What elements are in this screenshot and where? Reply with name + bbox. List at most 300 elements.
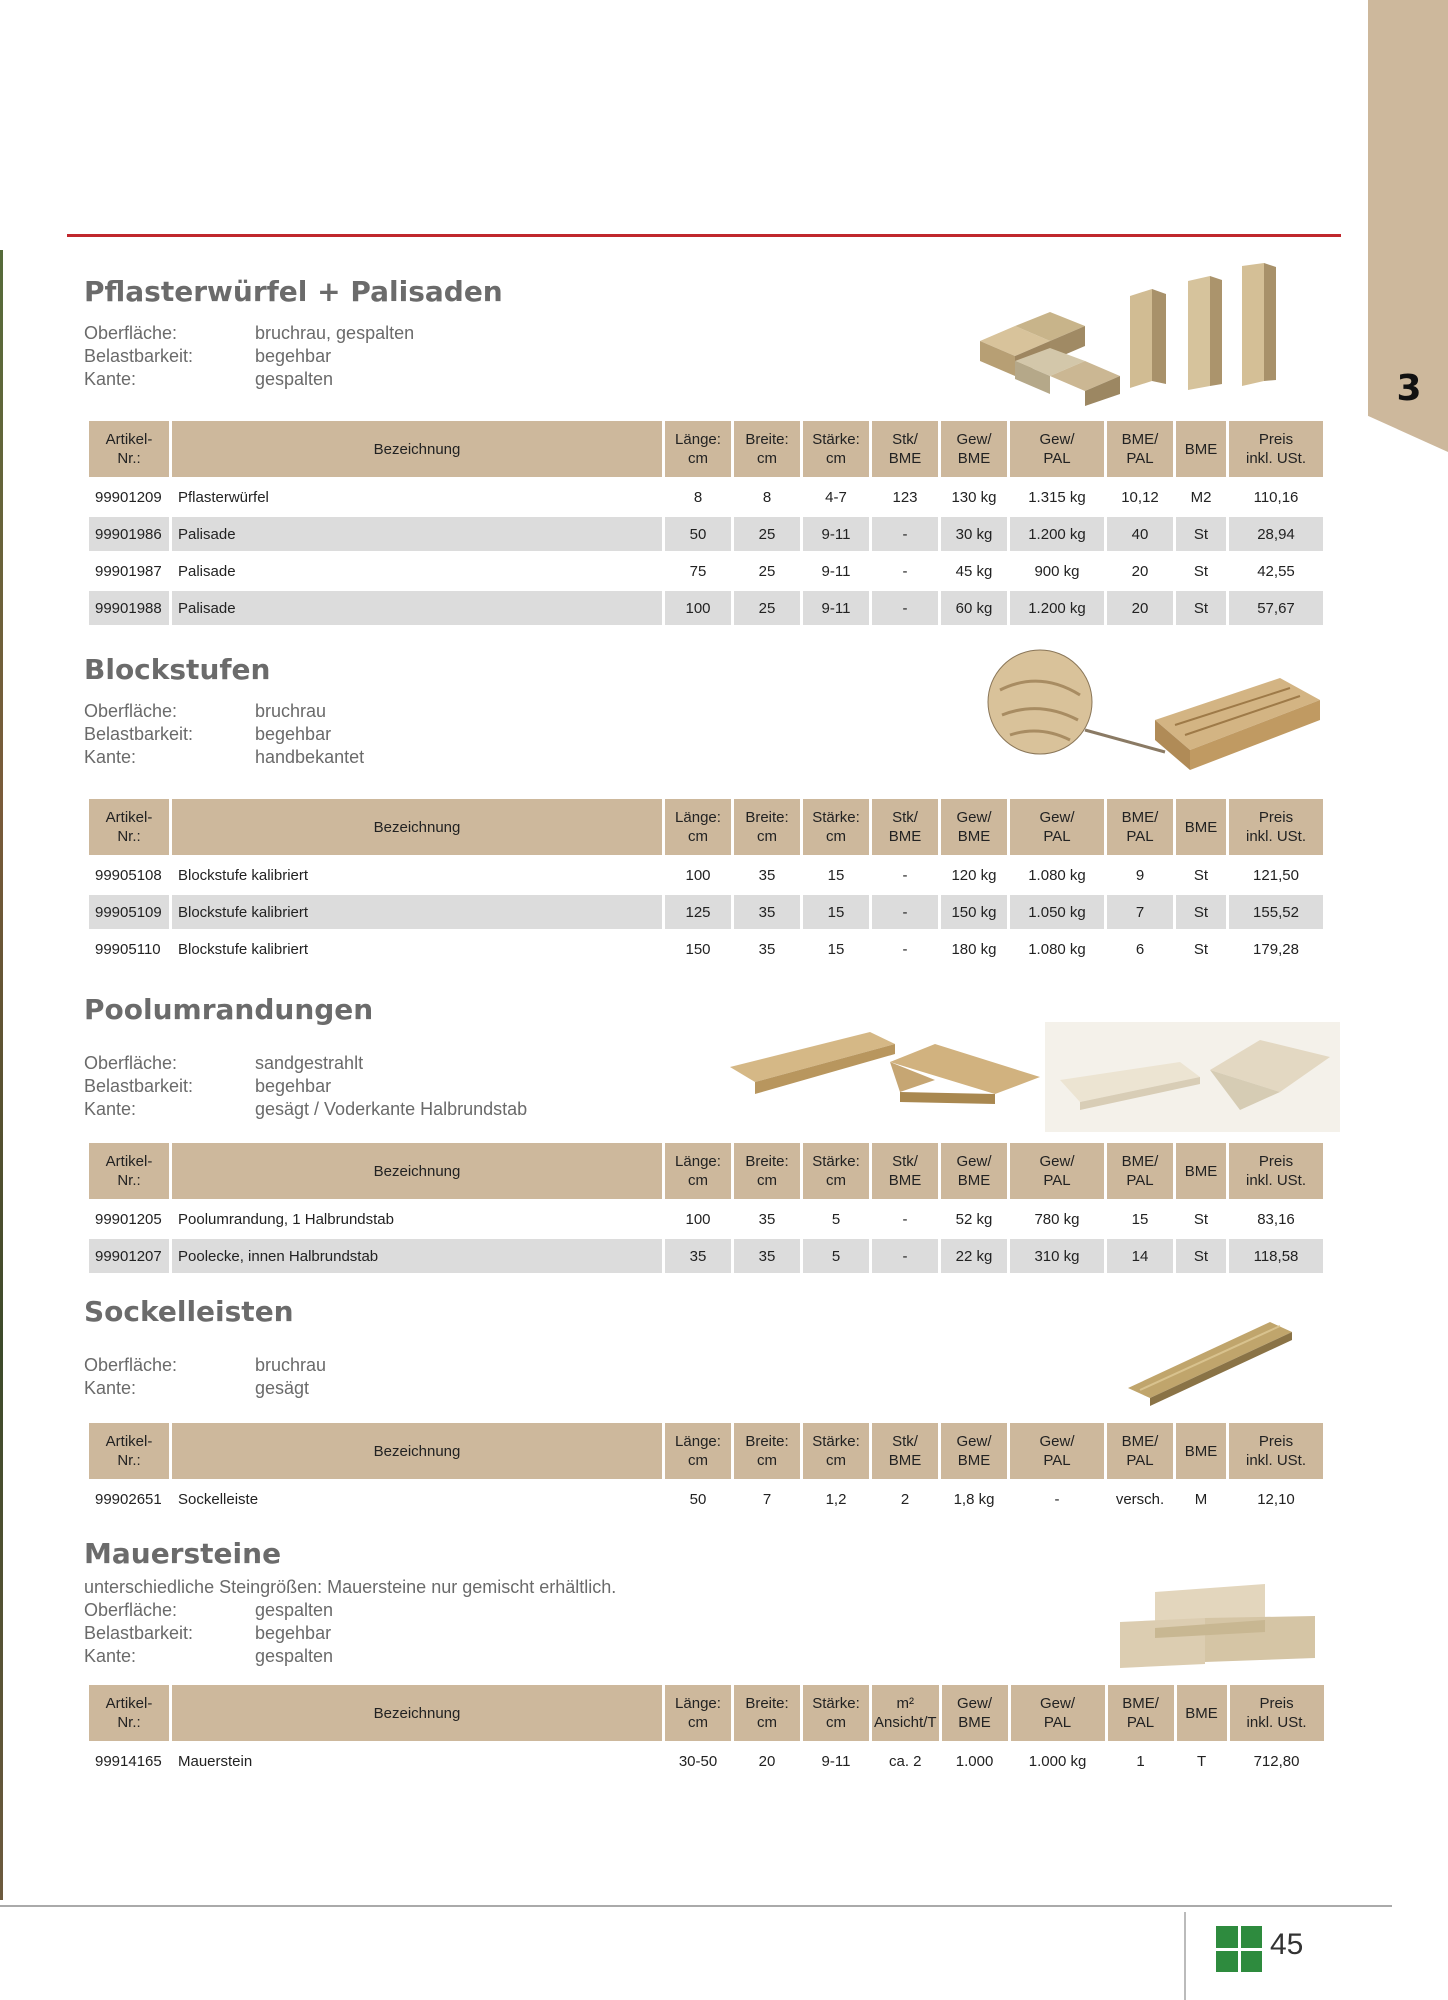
- table-row: [89, 895, 1323, 929]
- table-cell: -: [902, 940, 908, 958]
- table-cell: St: [1176, 1239, 1226, 1273]
- prop-label: Belastbarkeit:: [84, 1623, 194, 1643]
- left-edge-strip: [0, 250, 3, 1900]
- header-line: cm: [826, 450, 846, 467]
- table-cell: -: [902, 866, 908, 884]
- header-line: BME: [888, 1172, 922, 1189]
- header-line: Gew/: [1039, 1153, 1075, 1170]
- prop-label: Oberfläche:: [84, 1053, 178, 1073]
- table-row: [89, 1482, 1323, 1516]
- header-line: Stk/: [892, 1433, 918, 1450]
- column-header: [89, 421, 169, 477]
- header-line: Stk/: [892, 1153, 918, 1170]
- column-header: [942, 1685, 1008, 1741]
- table-cell: 9-11: [821, 1752, 851, 1770]
- header-line: Gew/: [956, 809, 992, 826]
- table-row: [89, 1744, 1324, 1778]
- header-line: Länge:: [675, 809, 721, 826]
- header-line: PAL: [1043, 828, 1071, 845]
- prop-label: Kante:: [84, 369, 137, 389]
- header-line: inkl. USt.: [1246, 1714, 1307, 1731]
- header-line: BME: [957, 828, 991, 845]
- table-cell: 1.000: [955, 1752, 994, 1770]
- column-header: Bezeichnung: [172, 1143, 662, 1199]
- header-line: Gew/: [1040, 1695, 1076, 1712]
- header-line: PAL: [1043, 1172, 1071, 1189]
- table-cell: 8: [762, 488, 772, 506]
- prop-value: bruchrau, gespalten: [255, 323, 415, 343]
- table-row: [89, 554, 1323, 588]
- header-line: cm: [826, 1452, 846, 1469]
- column-header: Bezeichnung: [172, 1685, 662, 1741]
- column-header: BME: [1176, 1423, 1226, 1479]
- prop-label: Belastbarkeit:: [84, 724, 194, 744]
- table-cell: Pflasterwürfel: [178, 488, 269, 506]
- table-cell: 179,28: [1253, 940, 1299, 958]
- header-line: BME/: [1121, 431, 1159, 448]
- table-row: [89, 1239, 1323, 1273]
- header-line: inkl. USt.: [1245, 1172, 1306, 1189]
- column-header: [665, 1143, 731, 1199]
- prop-value: gesägt / Voderkante Halbrundstab: [255, 1099, 528, 1119]
- header-line: PAL: [1043, 1714, 1072, 1731]
- table-cell: 5: [803, 1239, 869, 1273]
- mauersteine-image: [1115, 1572, 1325, 1672]
- table-cell: 25: [734, 591, 800, 625]
- prop-label: Belastbarkeit:: [84, 1076, 194, 1096]
- column-header: [803, 1423, 869, 1479]
- header-line: Nr.:: [117, 1714, 141, 1731]
- column-header: [734, 421, 800, 477]
- table-cell: 310 kg: [1010, 1239, 1104, 1273]
- table-cell: 28,94: [1229, 517, 1323, 551]
- table-cell: 9-11: [803, 591, 869, 625]
- prop-value: bruchrau: [255, 701, 327, 721]
- column-header: [1230, 1685, 1324, 1741]
- table-cell: 99901205: [95, 1210, 162, 1228]
- header-line: BME: [957, 1452, 991, 1469]
- header-line: BME/: [1121, 809, 1159, 826]
- header-line: PAL: [1043, 1452, 1071, 1469]
- column-header: [941, 1423, 1007, 1479]
- header-line: inkl. USt.: [1245, 828, 1306, 845]
- table-cell: T: [1196, 1752, 1207, 1770]
- header-line: cm: [688, 828, 708, 845]
- table-cell: 35: [758, 1210, 776, 1228]
- column-header: BME: [1176, 421, 1226, 477]
- column-header: [941, 421, 1007, 477]
- column-header: [1010, 1143, 1104, 1199]
- header-line: BME: [888, 450, 922, 467]
- table-cell: 99914165: [95, 1752, 162, 1770]
- table-cell: 99901986: [89, 517, 169, 551]
- table-header-row: [89, 1423, 1323, 1479]
- table-cell: 120 kg: [951, 866, 997, 884]
- column-header: [1107, 799, 1173, 855]
- prop-value: gespalten: [255, 1600, 334, 1620]
- table-cell: 60 kg: [941, 591, 1007, 625]
- header-line: Ansicht/T: [874, 1714, 937, 1731]
- table-cell: 9-11: [803, 517, 869, 551]
- header-line: PAL: [1126, 828, 1154, 845]
- section-title: Sockelleisten: [84, 1295, 294, 1328]
- column-header: [734, 1685, 800, 1741]
- header-line: Breite:: [745, 1433, 789, 1450]
- header-line: cm: [757, 828, 777, 845]
- table-cell: -: [1054, 1490, 1060, 1508]
- table-cell: 1.080 kg: [1028, 940, 1086, 958]
- table-cell: 52 kg: [955, 1210, 993, 1228]
- column-header: Bezeichnung: [172, 421, 662, 477]
- header-line: cm: [688, 1714, 708, 1731]
- column-header: [1229, 1143, 1323, 1199]
- table-cell: 130 kg: [951, 488, 997, 506]
- table-cell: ca. 2: [889, 1752, 922, 1770]
- header-line: Gew/: [956, 1153, 992, 1170]
- header-line: BME/: [1121, 1433, 1159, 1450]
- header-line: Gew/: [1039, 1433, 1075, 1450]
- table-cell: 20: [1107, 591, 1173, 625]
- page-number: 45: [1270, 1928, 1304, 1961]
- table-header-row: [89, 421, 1323, 477]
- prop-label: Oberfläche:: [84, 1600, 178, 1620]
- column-header: Bezeichnung: [172, 799, 662, 855]
- table-cell: 118,58: [1229, 1239, 1323, 1273]
- column-header: [941, 799, 1007, 855]
- header-line: Gew/: [956, 431, 992, 448]
- column-header: [734, 1423, 800, 1479]
- table-cell: 22 kg: [941, 1239, 1007, 1273]
- table-cell: 150: [685, 940, 711, 958]
- column-header: BME: [1176, 1143, 1226, 1199]
- header-line: Nr.:: [117, 450, 141, 467]
- section-title: Pflasterwürfel + Palisaden: [84, 275, 503, 308]
- table-cell: 25: [734, 517, 800, 551]
- header-line: PAL: [1126, 1714, 1155, 1731]
- prop-value: gespalten: [255, 369, 334, 389]
- header-line: Stärke:: [812, 431, 860, 448]
- table-cell: 121,50: [1253, 866, 1299, 884]
- table-cell: -: [872, 895, 938, 929]
- table-cell: 20: [1131, 562, 1149, 580]
- product-table: [86, 1420, 1326, 1519]
- header-line: Stärke:: [812, 809, 860, 826]
- table-row: [89, 932, 1323, 966]
- sockelleisten-image: [1120, 1310, 1300, 1410]
- table-cell: M: [1194, 1490, 1208, 1508]
- table-cell: 99901988: [89, 591, 169, 625]
- header-line: m²: [896, 1695, 915, 1712]
- prop-label: Oberfläche:: [84, 323, 178, 343]
- header-line: Nr.:: [117, 1172, 141, 1189]
- blockstufen-image: [980, 640, 1320, 780]
- header-line: Breite:: [745, 809, 789, 826]
- table-cell: 99901209: [95, 488, 162, 506]
- prop-value: handbekantet: [255, 747, 365, 767]
- table-cell: 30-50: [678, 1752, 718, 1770]
- table-cell: 1,2: [825, 1490, 847, 1508]
- table-cell: 10,12: [1121, 488, 1159, 506]
- table-cell: St: [1176, 591, 1226, 625]
- prop-label: Oberfläche:: [84, 1355, 178, 1375]
- table-cell: -: [872, 591, 938, 625]
- section-note: unterschiedliche Steingrößen: Mauersteine nur gemischt erhältlich.: [84, 1577, 617, 1597]
- table-cell: Sockelleiste: [178, 1490, 259, 1508]
- product-table: [86, 1140, 1326, 1276]
- header-line: Artikel-: [105, 1433, 153, 1450]
- column-header: [803, 1685, 869, 1741]
- table-cell: 100: [685, 1210, 711, 1228]
- column-header: [803, 1143, 869, 1199]
- header-line: cm: [757, 1714, 777, 1731]
- table-cell: Palisade: [172, 517, 662, 551]
- header-rule: [67, 234, 1341, 237]
- table-cell: 180 kg: [951, 940, 997, 958]
- table-cell: 83,16: [1257, 1210, 1295, 1228]
- header-line: Preis: [1258, 1153, 1294, 1170]
- table-cell: M2: [1190, 488, 1212, 506]
- table-cell: Palisade: [178, 562, 236, 580]
- header-line: cm: [826, 1172, 846, 1189]
- prop-label: Oberfläche:: [84, 701, 178, 721]
- header-line: Länge:: [675, 1153, 721, 1170]
- table-cell: 45 kg: [955, 562, 993, 580]
- column-header: BME: [1177, 1685, 1227, 1741]
- header-line: Artikel-: [105, 1695, 153, 1712]
- table-cell: 1.050 kg: [1010, 895, 1104, 929]
- header-line: Gew/: [1039, 431, 1075, 448]
- table-cell: versch.: [1115, 1490, 1165, 1508]
- prop-value: begehbar: [255, 346, 332, 366]
- table-cell: 2: [900, 1490, 910, 1508]
- table-cell: 25: [758, 562, 776, 580]
- table-cell: 7: [762, 1490, 772, 1508]
- header-line: cm: [757, 1172, 777, 1189]
- column-header: [872, 1143, 938, 1199]
- table-cell: St: [1176, 517, 1226, 551]
- header-line: Länge:: [675, 1695, 721, 1712]
- pflasterwuerfel-palisaden-image: [970, 256, 1290, 406]
- table-cell: Mauerstein: [178, 1752, 253, 1770]
- table-cell: Blockstufe kalibriert: [172, 895, 662, 929]
- column-header: [1108, 1685, 1174, 1741]
- table-cell: -: [902, 1210, 908, 1228]
- table-cell: 8: [693, 488, 703, 506]
- header-line: BME: [888, 828, 922, 845]
- column-header: [872, 799, 938, 855]
- header-line: PAL: [1126, 1172, 1154, 1189]
- table-cell: 1.315 kg: [1028, 488, 1086, 506]
- header-line: PAL: [1126, 1452, 1154, 1469]
- header-line: BME/: [1121, 1153, 1159, 1170]
- section-title: Mauersteine: [84, 1537, 282, 1570]
- product-table: [86, 1682, 1327, 1781]
- table-cell: 110,16: [1253, 488, 1299, 506]
- column-header: [89, 799, 169, 855]
- table-cell: 1.000 kg: [1028, 1752, 1087, 1770]
- header-line: Breite:: [745, 1695, 789, 1712]
- brand-logo-icon: [1216, 1926, 1262, 1972]
- table-cell: 99901987: [95, 562, 162, 580]
- product-table: [86, 796, 1326, 969]
- table-cell: 150 kg: [941, 895, 1007, 929]
- table-cell: 99905109: [89, 895, 169, 929]
- table-cell: 20: [758, 1752, 776, 1770]
- table-cell: 35: [734, 1239, 800, 1273]
- header-line: inkl. USt.: [1245, 450, 1306, 467]
- prop-label: Belastbarkeit:: [84, 346, 194, 366]
- table-cell: 155,52: [1229, 895, 1323, 929]
- table-cell: 30 kg: [941, 517, 1007, 551]
- table-cell: -: [872, 1239, 938, 1273]
- header-line: Breite:: [745, 431, 789, 448]
- table-cell: 35: [734, 895, 800, 929]
- table-cell: 99905110: [95, 940, 161, 958]
- table-cell: 99905108: [95, 866, 162, 884]
- prop-value: gespalten: [255, 1646, 334, 1666]
- header-line: BME: [957, 1172, 991, 1189]
- header-line: Gew/: [956, 1433, 992, 1450]
- table-cell: 1.200 kg: [1010, 591, 1104, 625]
- header-line: Gew/: [957, 1695, 993, 1712]
- table-cell: 35: [758, 866, 776, 884]
- table-cell: 35: [665, 1239, 731, 1273]
- table-row: [89, 517, 1323, 551]
- table-cell: 40: [1107, 517, 1173, 551]
- table-cell: St: [1193, 866, 1209, 884]
- table-cell: 14: [1107, 1239, 1173, 1273]
- column-header: [1010, 421, 1104, 477]
- header-line: Stk/: [892, 809, 918, 826]
- table-row: [89, 480, 1323, 514]
- column-header: [803, 799, 869, 855]
- table-cell: 100: [665, 591, 731, 625]
- header-line: cm: [757, 450, 777, 467]
- prop-label: Kante:: [84, 747, 137, 767]
- column-header: [1010, 1423, 1104, 1479]
- section-title: Blockstufen: [84, 653, 271, 686]
- table-cell: 12,10: [1257, 1490, 1295, 1508]
- header-line: Artikel-: [105, 1153, 153, 1170]
- column-header: [89, 1143, 169, 1199]
- header-line: Artikel-: [105, 431, 153, 448]
- prop-value: begehbar: [255, 1076, 332, 1096]
- table-cell: St: [1193, 562, 1209, 580]
- column-header: [89, 1423, 169, 1479]
- column-header: BME: [1176, 799, 1226, 855]
- table-cell: 9-11: [821, 562, 851, 580]
- table-cell: 42,55: [1257, 562, 1295, 580]
- column-header: [89, 1685, 169, 1741]
- table-cell: 123: [892, 488, 918, 506]
- table-cell: 15: [1131, 1210, 1149, 1228]
- chapter-number: 3: [1396, 368, 1422, 409]
- table-header-row: [89, 1685, 1324, 1741]
- table-cell: 57,67: [1229, 591, 1323, 625]
- column-header: [872, 421, 938, 477]
- table-cell: 900 kg: [1034, 562, 1080, 580]
- table-cell: Blockstufe kalibriert: [178, 940, 309, 958]
- table-cell: 15: [827, 940, 845, 958]
- table-cell: St: [1193, 940, 1209, 958]
- table-cell: 99901207: [89, 1239, 169, 1273]
- prop-value: sandgestrahlt: [255, 1053, 364, 1073]
- table-cell: 1,8 kg: [953, 1490, 995, 1508]
- column-header: Bezeichnung: [172, 1423, 662, 1479]
- prop-value: begehbar: [255, 1623, 332, 1643]
- header-line: PAL: [1043, 450, 1071, 467]
- section-title: Poolumrandungen: [84, 993, 374, 1026]
- header-line: BME/: [1122, 1695, 1159, 1712]
- table-cell: 1.080 kg: [1028, 866, 1086, 884]
- column-header: [1107, 1423, 1173, 1479]
- header-line: BME: [957, 450, 991, 467]
- table-header-row: [89, 1143, 1323, 1199]
- table-cell: St: [1193, 1210, 1209, 1228]
- table-row: [89, 1202, 1323, 1236]
- header-line: Länge:: [675, 431, 721, 448]
- poolumrandungen-image: [720, 1022, 1340, 1132]
- table-row: [89, 591, 1323, 625]
- header-line: cm: [688, 450, 708, 467]
- table-cell: 99902651: [95, 1490, 162, 1508]
- header-line: Preis: [1258, 1433, 1294, 1450]
- prop-value: gesägt: [255, 1378, 310, 1398]
- table-cell: 35: [758, 940, 776, 958]
- header-line: Stärke:: [812, 1695, 860, 1712]
- table-cell: -: [872, 517, 938, 551]
- header-line: Stärke:: [812, 1153, 860, 1170]
- table-cell: 4-7: [825, 488, 847, 506]
- column-header: [665, 1423, 731, 1479]
- column-header: [1229, 421, 1323, 477]
- header-line: Gew/: [1039, 809, 1075, 826]
- product-table: [86, 418, 1326, 628]
- header-line: Breite:: [745, 1153, 789, 1170]
- header-line: Stk/: [892, 431, 918, 448]
- footer-divider: [1184, 1912, 1186, 2000]
- column-header: [1010, 799, 1104, 855]
- table-cell: 1.200 kg: [1010, 517, 1104, 551]
- table-cell: 75: [689, 562, 707, 580]
- table-row: [89, 858, 1323, 892]
- table-cell: 125: [665, 895, 731, 929]
- column-header: [1229, 1423, 1323, 1479]
- header-line: Stärke:: [812, 1433, 860, 1450]
- table-cell: 780 kg: [1034, 1210, 1080, 1228]
- column-header: [734, 799, 800, 855]
- column-header: [872, 1685, 939, 1741]
- column-header: [665, 1685, 731, 1741]
- table-cell: Poolumrandung, 1 Halbrundstab: [178, 1210, 394, 1228]
- table-cell: Blockstufe kalibriert: [178, 866, 309, 884]
- column-header: [1011, 1685, 1105, 1741]
- header-line: Länge:: [675, 1433, 721, 1450]
- prop-label: Kante:: [84, 1378, 137, 1398]
- table-cell: 15: [827, 866, 845, 884]
- prop-value: begehbar: [255, 724, 332, 744]
- header-line: cm: [688, 1452, 708, 1469]
- header-line: inkl. USt.: [1245, 1452, 1306, 1469]
- column-header: [665, 421, 731, 477]
- prop-label: Kante:: [84, 1646, 137, 1666]
- footer-rule: [0, 1905, 1392, 1907]
- prop-value: bruchrau: [255, 1355, 327, 1375]
- column-header: [1229, 799, 1323, 855]
- table-cell: -: [902, 562, 908, 580]
- header-line: cm: [688, 1172, 708, 1189]
- table-cell: 100: [685, 866, 711, 884]
